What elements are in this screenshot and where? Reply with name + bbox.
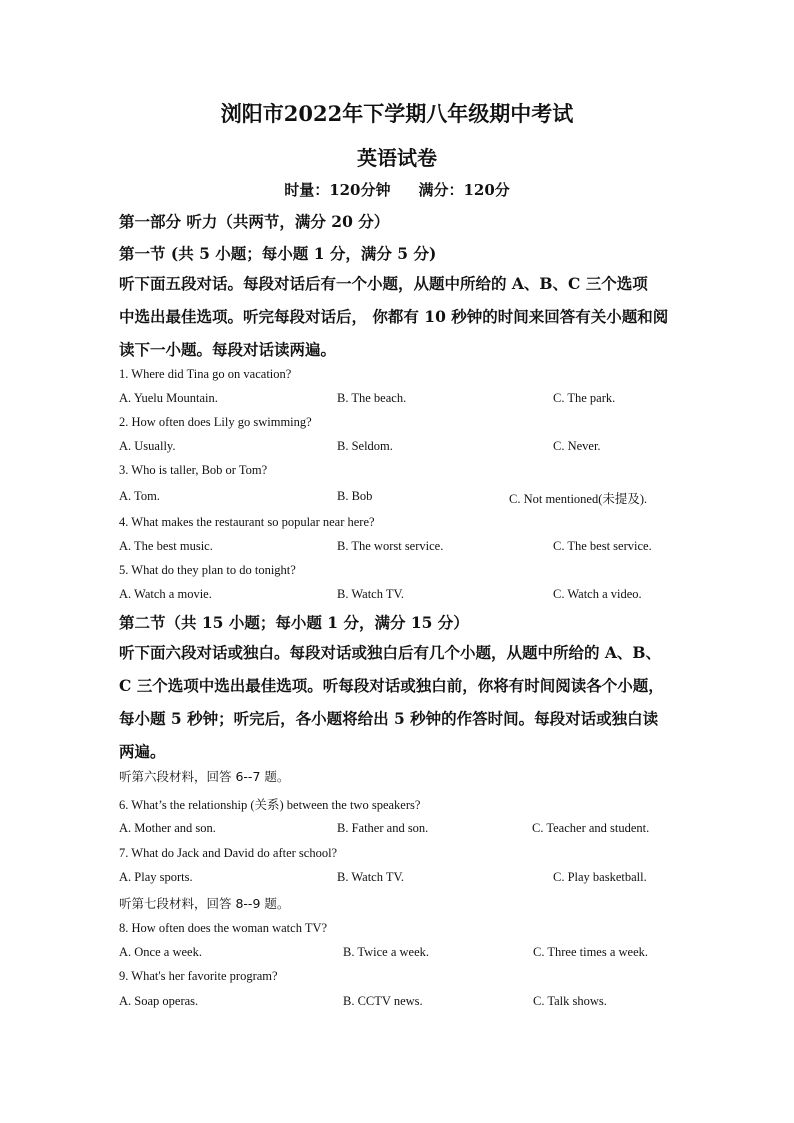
question-7: 7. What do Jack and David do after school? (119, 846, 338, 860)
q9-option-c: C. Talk shows. (533, 994, 607, 1008)
q4-option-a: A. The best music. (119, 539, 213, 553)
section1-instructions (119, 267, 679, 366)
q6-option-a: A. Mother and son. (119, 821, 216, 835)
q6-option-b: B. Father and son. (337, 821, 429, 835)
q1-option-a: A. Yuelu Mountain. (119, 391, 218, 405)
instruction-line: 听下面六段对话或独白。每段对话或独白后有几个小题，从题中所给的 A、B、 (119, 643, 662, 662)
question-9: 9. What's her favorite program? (119, 969, 278, 983)
q1-option-b: B. The beach. (337, 391, 407, 405)
q4-option-b: B. The worst service. (337, 539, 444, 553)
section2-instructions (119, 636, 679, 768)
q8-option-b: B. Twice a week. (343, 945, 430, 959)
q2-option-a: A. Usually. (119, 439, 176, 453)
q5-option-b: B. Watch TV. (337, 587, 405, 601)
material-6-note: 听第六段材料，回答 6--7 题。 (119, 769, 290, 784)
q3-option-c: C. Not mentioned(未提及). (509, 492, 648, 506)
question-2: 2. How often does Lily go swimming? (119, 415, 312, 429)
instruction-line: 读下一小题。每段对话读两遍。 (119, 340, 337, 359)
question-8: 8. How often does the woman watch TV? (119, 921, 328, 935)
question-6: 6. What’s the relationship (关系) between the two speakers? (119, 798, 421, 812)
q8-option-a: A. Once a week. (119, 945, 202, 959)
q5-option-c: C. Watch a video. (553, 587, 642, 601)
exam-title: 浏阳市2022年下学期八年级期中考试 (220, 101, 574, 126)
instruction-line: 每小题 5 秒钟；听完后，各小题将给出 5 秒钟的作答时间。每段对话或独白读 (119, 709, 659, 728)
q6-option-c: C. Teacher and student. (532, 821, 650, 835)
q2-option-b: B. Seldom. (337, 439, 393, 453)
q9-option-a: A. Soap operas. (119, 994, 199, 1008)
exam-subtitle: 英语试卷 (357, 146, 437, 170)
instruction-line: 两遍。 (119, 742, 166, 761)
question-3: 3. Who is taller, Bob or Tom? (119, 463, 268, 477)
material-7-note: 听第七段材料，回答 8--9 题。 (119, 896, 290, 911)
q4-option-c: C. The best service. (553, 539, 652, 553)
question-4: 4. What makes the restaurant so popular near here? (119, 515, 375, 529)
section1-heading: 第一节 (共 5 小题；每小题 1 分，满分 5 分) (119, 244, 437, 263)
instruction-line: 中选出最佳选项。听完每段对话后， 你都有 10 秒钟的时间来回答有关小题和阅 (119, 307, 669, 326)
q7-option-a: A. Play sports. (119, 870, 193, 884)
q3-option-a: A. Tom. (119, 489, 160, 503)
part1-heading: 第一部分 听力（共两节，满分 20 分） (119, 212, 390, 231)
exam-meta (0, 179, 794, 200)
time-limit: 时量：120分钟 (284, 181, 391, 199)
q8-option-c: C. Three times a week. (533, 945, 649, 959)
question-1: 1. Where did Tina go on vacation? (119, 367, 292, 381)
full-score: 满分：120分 (418, 181, 510, 199)
q5-option-a: A. Watch a movie. (119, 587, 212, 601)
q9-option-b: B. CCTV news. (343, 994, 423, 1008)
q7-option-b: B. Watch TV. (337, 870, 405, 884)
q2-option-c: C. Never. (553, 439, 601, 453)
q3-option-b: B. Bob (337, 489, 373, 503)
instruction-line: 听下面五段对话。每段对话后有一个小题，从题中所给的 A、B、C 三个选项 (119, 274, 648, 293)
section2-heading: 第二节（共 15 小题；每小题 1 分，满分 15 分） (119, 613, 469, 632)
instruction-line: C 三个选项中选出最佳选项。听每段对话或独白前，你将有时间阅读各个小题， (119, 676, 664, 695)
q1-option-c: C. The park. (553, 391, 616, 405)
question-5: 5. What do they plan to do tonight? (119, 563, 296, 577)
q7-option-c: C. Play basketball. (553, 870, 647, 884)
